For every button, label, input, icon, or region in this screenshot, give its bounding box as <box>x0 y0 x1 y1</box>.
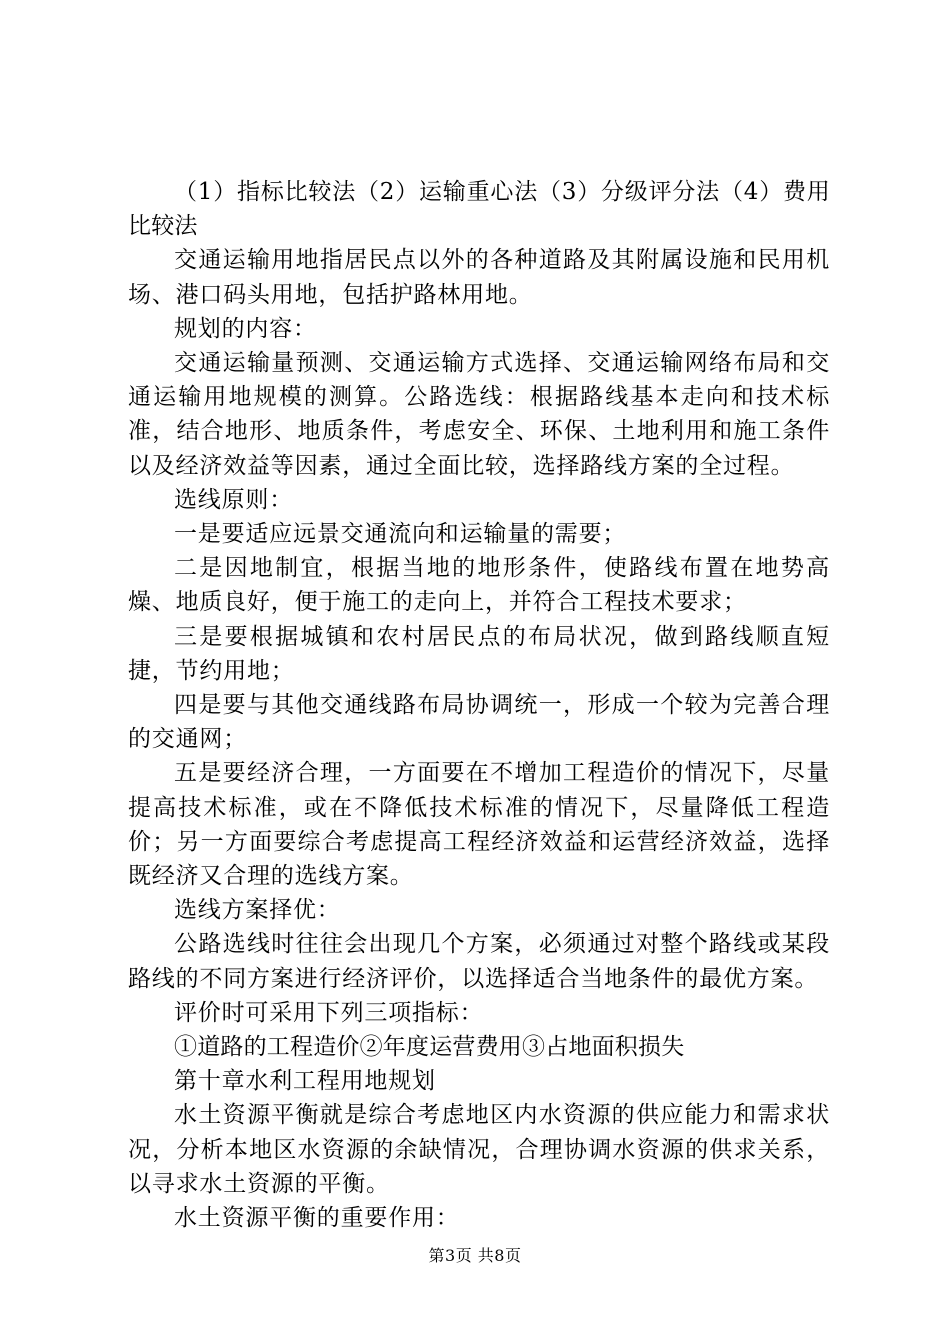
chapter-ten-title: 第十章水利工程用地规划 <box>174 1068 436 1095</box>
paragraph-route-principles-heading: 选线原则： <box>174 486 293 513</box>
paragraph-planning-content: 交通运输量预测、交通运输方式选择、交通运输网络布局和交通运输用地规模的测算。公路选线：根据路线基本走向和技术标准，结合地形、地质条件，考虑安全、环保、土地利用和施工条件以及经济效益等因素，通过全面比较，选择路线方案的全过程。 <box>128 350 830 479</box>
paragraph-transport-land-definition: 交通运输用地指居民点以外的各种道路及其附属设施和民用机场、港口码头用地，包括护路林用地。 <box>128 247 830 308</box>
paragraph-evaluation-indicators: ①道路的工程造价②年度运营费用③占地面积损失 <box>174 1034 685 1061</box>
page-footer: 第3页 共8页 <box>428 1246 522 1265</box>
document-body <box>128 175 830 1235</box>
paragraph-principle-three: 三是要根据城镇和农村居民点的布局状况，做到路线顺直短捷，节约用地； <box>128 623 830 684</box>
paragraph-route-selection: 公路选线时往往会出现几个方案，必须通过对整个路线或某段路线的不同方案进行经济评价，以选择适合当地条件的最优方案。 <box>128 931 830 992</box>
paragraph-principle-one: 一是要适应远景交通流向和运输量的需要； <box>174 521 627 548</box>
paragraph-planning-content-heading: 规划的内容： <box>174 315 317 342</box>
paragraph-balance-importance-heading: 水土资源平衡的重要作用： <box>174 1205 460 1232</box>
paragraph-evaluation-heading: 评价时可采用下列三项指标： <box>174 999 484 1026</box>
paragraph-route-selection-heading: 选线方案择优： <box>174 897 341 924</box>
paragraph-principle-four: 四是要与其他交通线路布局协调统一，形成一个较为完善合理的交通网； <box>128 692 830 753</box>
paragraph-principle-five: 五是要经济合理，一方面要在不增加工程造价的情况下，尽量提高技术标准，或在不降低技术标准的情况下，尽量降低工程造价；另一方面要综合考虑提高工程经济效益和运营经济效益，选择既经济又合理的选线方案。 <box>128 760 830 890</box>
paragraph-water-land-balance: 水土资源平衡就是综合考虑地区内水资源的供应能力和需求状况，分析本地区水资源的余缺情况，合理协调水资源的供求关系，以寻求水土资源的平衡。 <box>128 1102 830 1197</box>
paragraph-analysis-methods: （1）指标比较法（2）运输重心法（3）分级评分法（4）费用比较法 <box>128 179 830 240</box>
paragraph-principle-two: 二是因地制宜，根据当地的地形条件，使路线布置在地势高燥、地质良好，便于施工的走向上，并符合工程技术要求； <box>128 555 830 616</box>
